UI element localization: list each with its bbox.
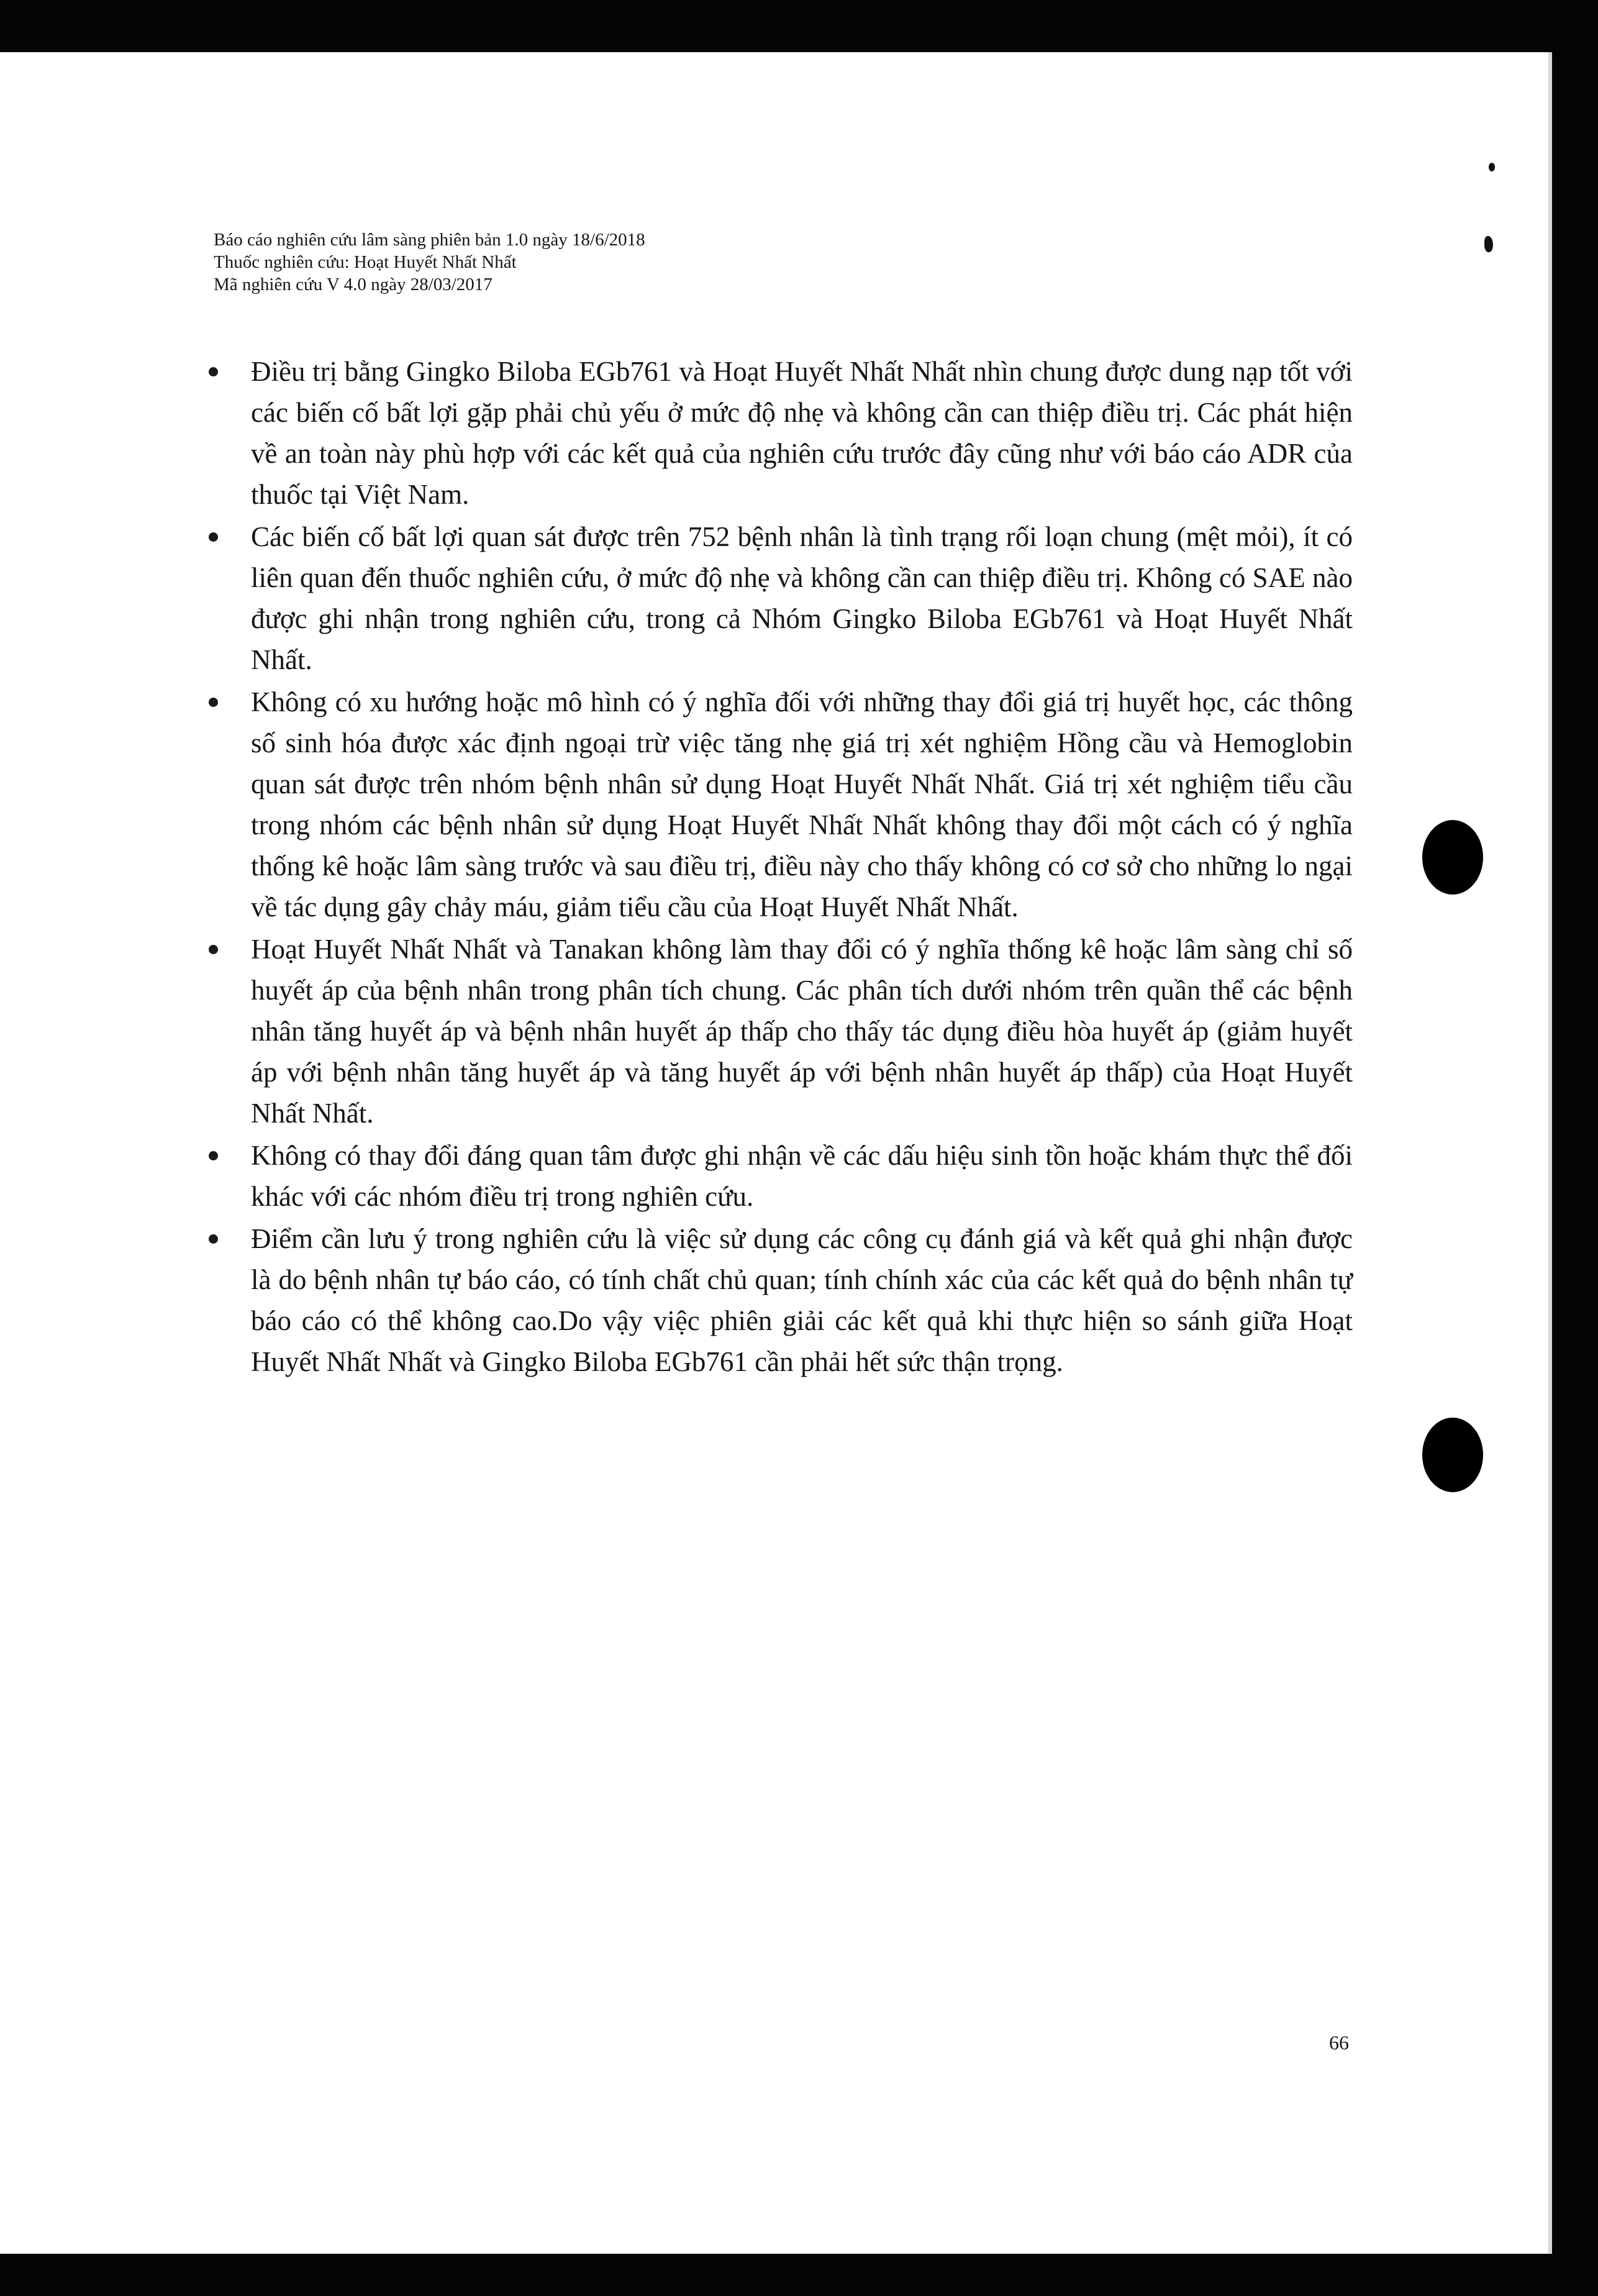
- scan-speck: [1489, 163, 1495, 171]
- list-item: [209, 516, 1353, 680]
- bullet-icon: [209, 698, 218, 707]
- list-item: [209, 1135, 1353, 1217]
- bullet-icon: [209, 1151, 218, 1160]
- list-item: [209, 1218, 1353, 1382]
- scan-border-top: [0, 0, 1598, 52]
- bullet-icon: [209, 1234, 218, 1244]
- report-version-line: Báo cáo nghiên cứu lâm sàng phiên bản 1.0 ngày 18/6/2018: [214, 230, 645, 250]
- list-item-text: Hoạt Huyết Nhất Nhất và Tanakan không làm thay đổi có ý nghĩa thống kê hoặc lâm sàng chỉ số huyết áp của bệnh nhân trong phân tích chung. Các phân tích dưới nhóm trên quần thể các bệnh nhân tăng huyết áp và bệnh nhân huyết áp thấp cho thấy tác dụng điều hòa huyết áp (giảm huyết áp với bệnh nhân tăng huyết áp và tăng huyết áp với bệnh nhân huyết áp thấp) của Hoạt Huyết Nhất Nhất.: [251, 934, 1353, 1129]
- bullet-icon: [209, 532, 218, 542]
- study-code-line: Mã nghiên cứu V 4.0 ngày 28/03/2017: [214, 275, 493, 294]
- punch-hole: [1422, 820, 1483, 895]
- page-edge: [1548, 52, 1552, 2254]
- list-item-text: Điều trị bằng Gingko Biloba EGb761 và Hoạt Huyết Nhất Nhất nhìn chung được dung nạp tốt với các biến cố bất lợi gặp phải chủ yếu ở mức độ nhẹ và không cần can thiệp điều trị. Các phát hiện về an toàn này phù hợp với các kết quả của nghiên cứu trước đây cũng như với báo cáo ADR của thuốc tại Việt Nam.: [251, 356, 1353, 510]
- list-item-text: Điểm cần lưu ý trong nghiên cứu là việc sử dụng các công cụ đánh giá và kết quả ghi nhận được là do bệnh nhân tự báo cáo, có tính chất chủ quan; tính chính xác của các kết quả do bệnh nhân tự báo cáo có thể không cao.Do vậy việc phiên giải các kết quả khi thực hiện so sánh giữa Hoạt Huyết Nhất Nhất và Gingko Biloba EGb761 cần phải hết sức thận trọng.: [251, 1223, 1353, 1377]
- bullet-icon: [209, 945, 218, 954]
- scan-border-bottom: [0, 2254, 1598, 2296]
- bullet-icon: [209, 367, 218, 376]
- list-item-text: Không có thay đổi đáng quan tâm được ghi nhận về các dấu hiệu sinh tồn hoặc khám thực thể đối khác với các nhóm điều trị trong nghiên cứu.: [251, 1140, 1353, 1212]
- scan-border-right: [1552, 0, 1598, 2296]
- list-item: [209, 929, 1353, 1134]
- list-item-text: Không có xu hướng hoặc mô hình có ý nghĩa đối với những thay đổi giá trị huyết học, các thông số sinh hóa được xác định ngoại trừ việc tăng nhẹ giá trị xét nghiệm Hồng cầu và Hemoglobin quan sát được trên nhóm bệnh nhân sử dụng Hoạt Huyết Nhất Nhất. Giá trị xét nghiệm tiểu cầu trong nhóm các bệnh nhân sử dụng Hoạt Huyết Nhất Nhất không thay đổi một cách có ý nghĩa thống kê hoặc lâm sàng trước và sau điều trị, điều này cho thấy không có cơ sở cho những lo ngại về tác dụng gây chảy máu, giảm tiểu cầu của Hoạt Huyết Nhất Nhất.: [251, 686, 1353, 922]
- list-item: [209, 681, 1353, 927]
- list-item: [209, 351, 1353, 515]
- findings-list: [209, 351, 1353, 1383]
- document-header: [214, 229, 1083, 296]
- list-item-text: Các biến cố bất lợi quan sát được trên 752 bệnh nhân là tình trạng rối loạn chung (mệt mỏi), ít có liên quan đến thuốc nghiên cứu, ở mức độ nhẹ và không cần can thiệp điều trị. Không có SAE nào được ghi nhận trong nghiên cứu, trong cả Nhóm Gingko Biloba EGb761 và Hoạt Huyết Nhất Nhất.: [251, 521, 1353, 675]
- page-number: 66: [1329, 2031, 1349, 2054]
- scan-speck: [1484, 236, 1493, 252]
- study-drug-line: Thuốc nghiên cứu: Hoạt Huyết Nhất Nhất: [214, 252, 517, 272]
- punch-hole: [1422, 1418, 1483, 1492]
